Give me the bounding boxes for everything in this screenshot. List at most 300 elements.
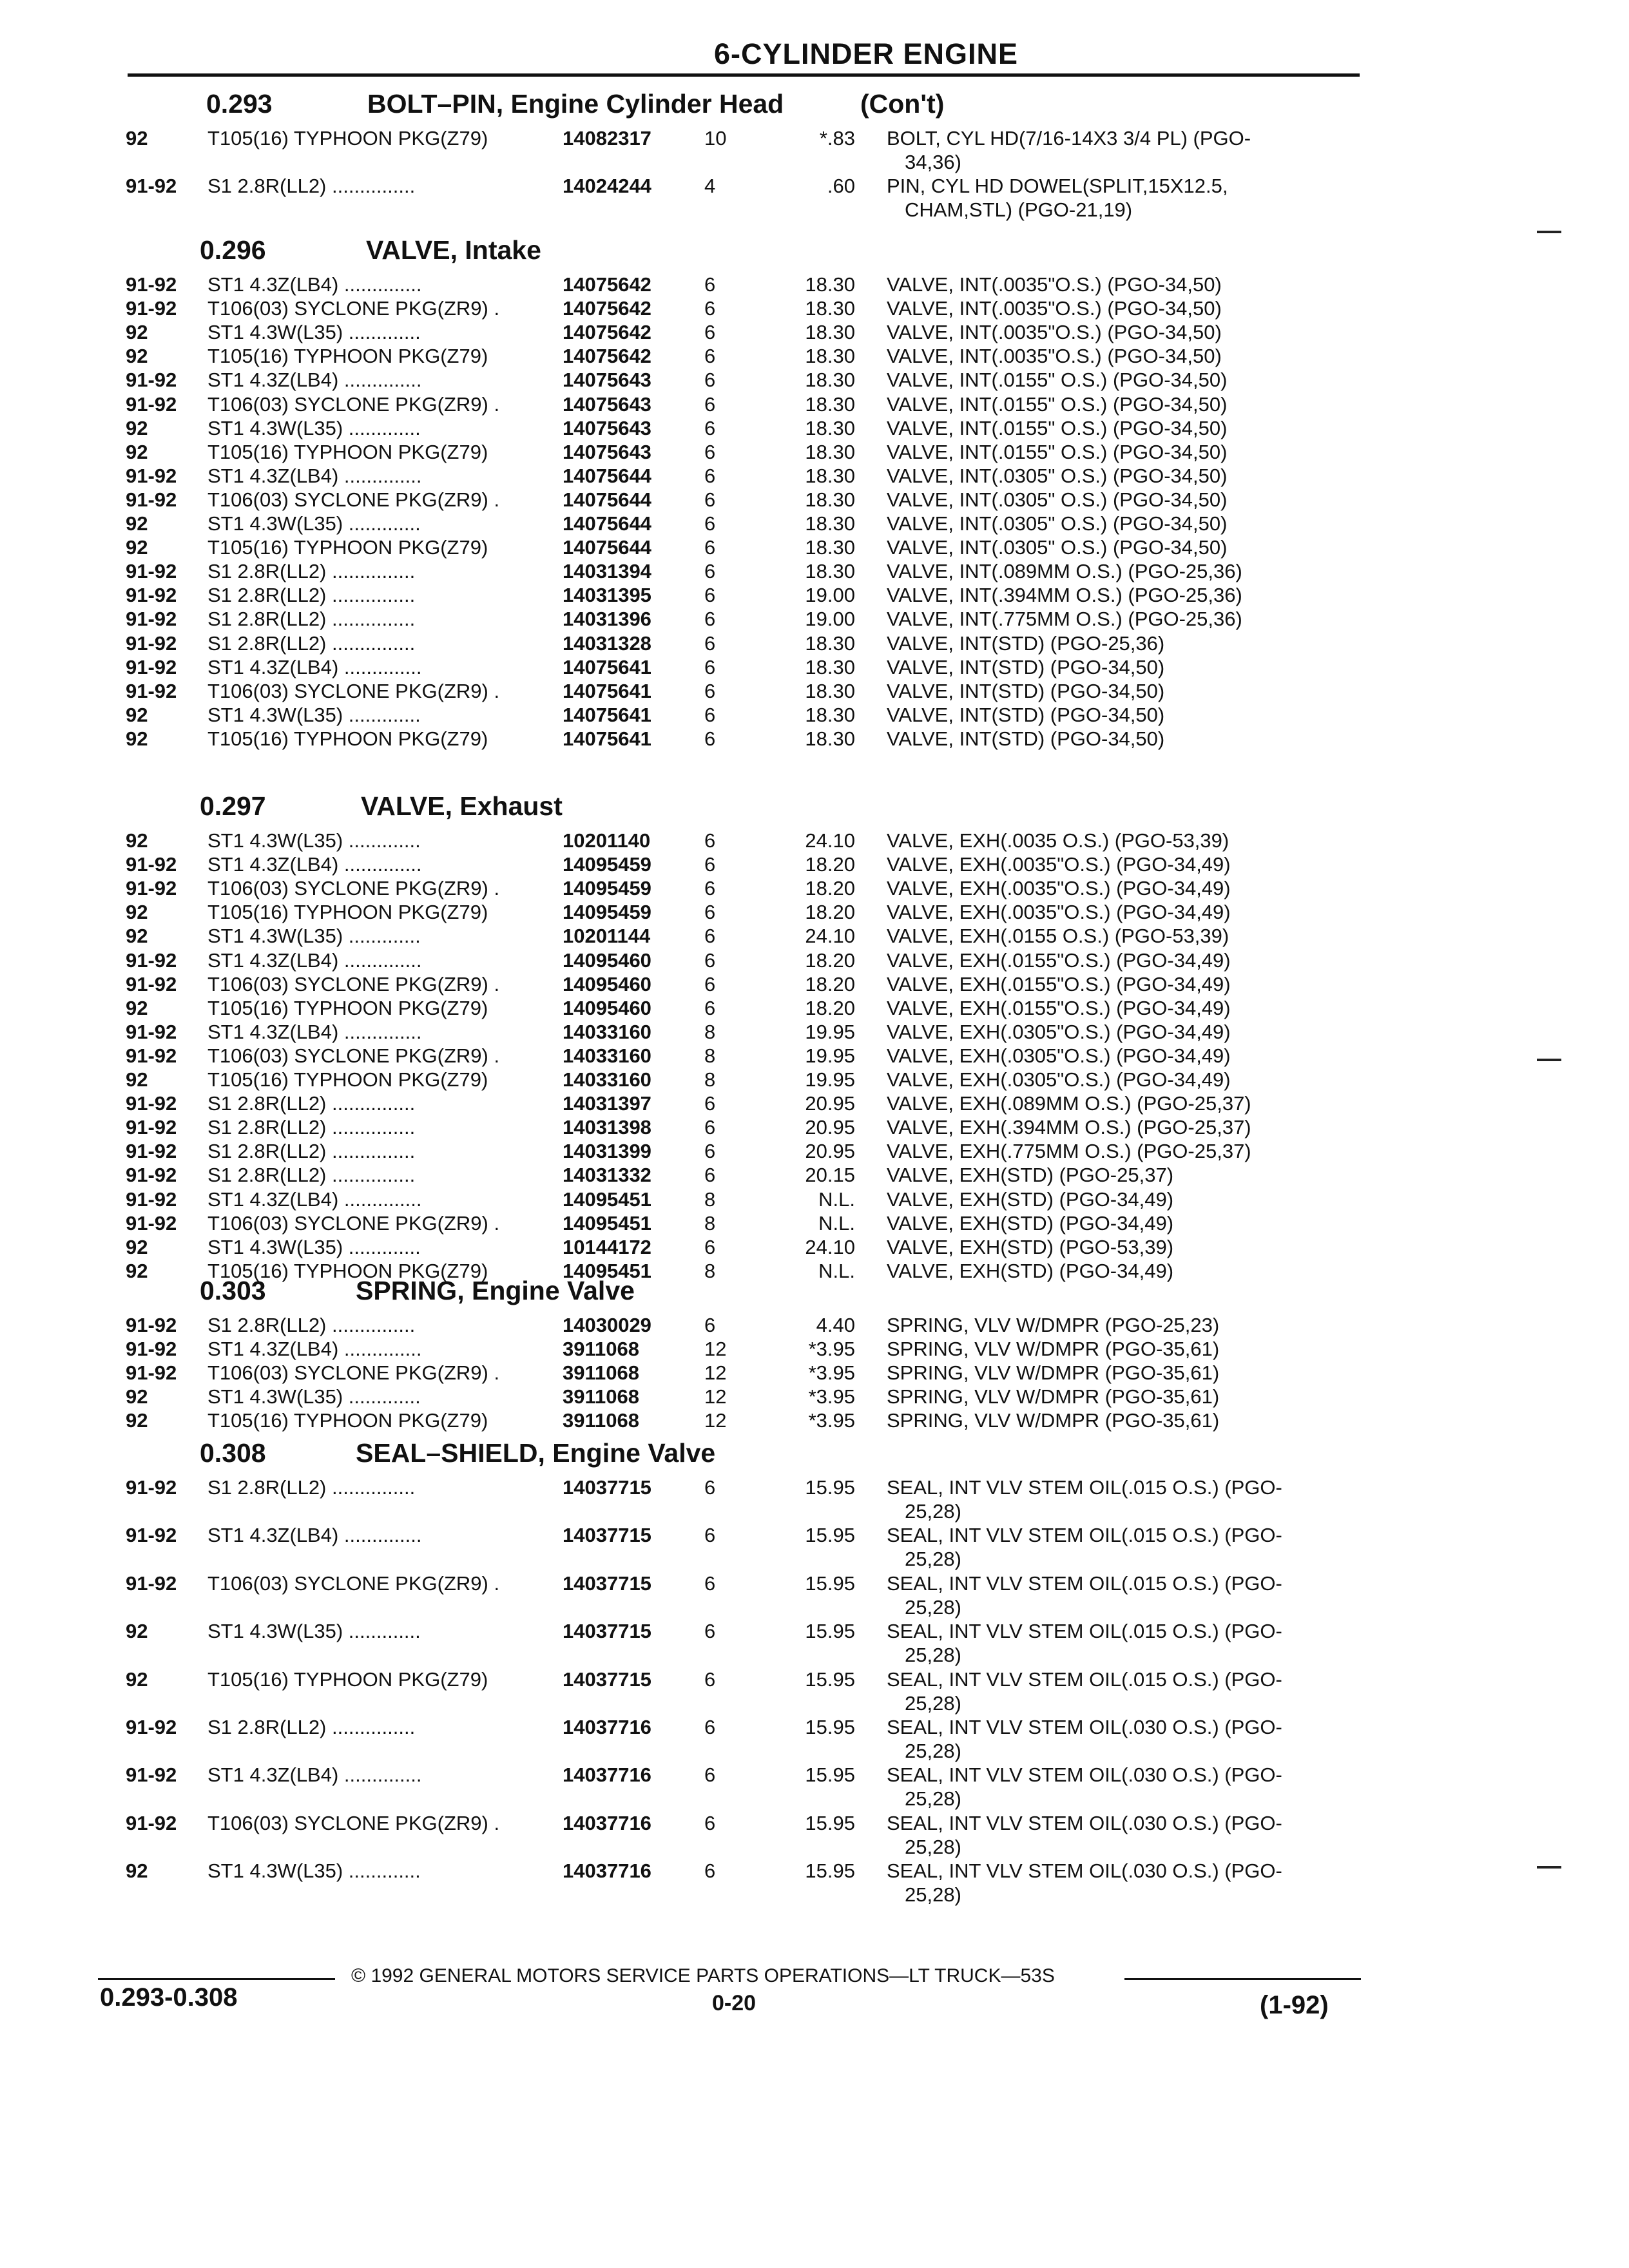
part-number-cell: 14031398 [563, 1116, 651, 1139]
price-cell: 15.95 [805, 1763, 855, 1787]
price-cell: 20.95 [805, 1092, 855, 1115]
model-cell: ST1 4.3Z(LB4) .............. [207, 1524, 422, 1547]
price-cell: 20.15 [805, 1164, 855, 1187]
year-cell: 91-92 [126, 297, 177, 320]
year-cell: 91-92 [126, 1092, 177, 1115]
part-number-cell: 14075642 [563, 273, 651, 296]
description-cell: VALVE, EXH(.0305"O.S.) (PGO-34,49) [887, 1044, 1231, 1067]
part-number-cell: 14095451 [563, 1187, 651, 1211]
part-number-cell: 14030029 [563, 1314, 651, 1336]
price-cell: 19.00 [805, 608, 855, 631]
section-number: 0.303 [200, 1276, 266, 1305]
year-cell: 91-92 [126, 1164, 177, 1187]
quantity-cell: 6 [704, 488, 716, 511]
model-cell: S1 2.8R(LL2) ............... [207, 1116, 416, 1139]
description-cell: VALVE, EXH(.0035 O.S.) (PGO-53,39) [887, 829, 1229, 852]
price-cell: 15.95 [805, 1476, 855, 1499]
quantity-cell: 6 [704, 1811, 716, 1834]
model-cell: ST1 4.3Z(LB4) .............. [207, 1187, 422, 1211]
price-cell: 18.30 [805, 727, 855, 750]
part-number-cell: 14075644 [563, 464, 651, 487]
year-cell: 91-92 [126, 608, 177, 631]
model-cell: T105(16) TYPHOON PKG(Z79) [207, 1068, 488, 1091]
description-cell: VALVE, INT(.0155" O.S.) (PGO-34,50) [887, 369, 1228, 392]
year-cell: 91-92 [126, 1116, 177, 1139]
quantity-cell: 6 [704, 536, 716, 559]
section-title: SEAL–SHIELD, Engine Valve [356, 1438, 716, 1468]
description-continuation: CHAM,STL) (PGO-21,19) [905, 198, 1133, 222]
price-cell: 15.95 [805, 1811, 855, 1834]
model-cell: S1 2.8R(LL2) ............... [207, 1716, 416, 1738]
year-cell: 91-92 [126, 1763, 177, 1787]
price-cell: 19.95 [805, 1020, 855, 1043]
year-cell: 91-92 [126, 273, 177, 296]
model-cell: S1 2.8R(LL2) ............... [207, 631, 416, 655]
price-cell: 24.10 [805, 1235, 855, 1258]
description-cell: VALVE, INT(.0155" O.S.) (PGO-34,50) [887, 440, 1228, 463]
description-continuation: 25,28) [905, 1691, 961, 1715]
section-number: 0.296 [200, 235, 266, 265]
price-cell: 18.30 [805, 655, 855, 678]
model-cell: ST1 4.3W(L35) ............. [207, 829, 421, 852]
model-cell: ST1 4.3Z(LB4) .............. [207, 369, 422, 392]
model-cell: S1 2.8R(LL2) ............... [207, 608, 416, 631]
price-cell: 15.95 [805, 1716, 855, 1738]
description-cell: VALVE, EXH(.394MM O.S.) (PGO-25,37) [887, 1116, 1251, 1139]
year-cell: 91-92 [126, 584, 177, 607]
part-number-cell: 14033160 [563, 1068, 651, 1091]
quantity-cell: 6 [704, 1164, 716, 1187]
footer-rule-left [98, 1978, 335, 1980]
quantity-cell: 6 [704, 996, 716, 1019]
price-cell: 18.30 [805, 536, 855, 559]
quantity-cell: 6 [704, 297, 716, 320]
year-cell: 91-92 [126, 1476, 177, 1499]
price-cell: 18.20 [805, 948, 855, 972]
part-number-cell: 14075644 [563, 512, 651, 535]
description-cell: VALVE, INT(.0305" O.S.) (PGO-34,50) [887, 512, 1228, 535]
part-number-cell: 14075642 [563, 321, 651, 344]
edge-mark [1537, 1059, 1561, 1061]
description-cell: VALVE, INT(.0035"O.S.) (PGO-34,50) [887, 273, 1222, 296]
model-cell: S1 2.8R(LL2) ............... [207, 1092, 416, 1115]
quantity-cell: 4 [704, 175, 716, 198]
quantity-cell: 6 [704, 853, 716, 876]
quantity-cell: 6 [704, 608, 716, 631]
price-cell: 18.30 [805, 392, 855, 416]
price-cell: 18.20 [805, 853, 855, 876]
part-number-cell: 10201140 [563, 829, 651, 852]
description-cell: VALVE, EXH(.0305"O.S.) (PGO-34,49) [887, 1068, 1231, 1091]
price-cell: 15.95 [805, 1667, 855, 1691]
quantity-cell: 6 [704, 1235, 716, 1258]
footer-page-number: 0-20 [712, 1991, 757, 2015]
footer-copyright: © 1992 GENERAL MOTORS SERVICE PARTS OPERATIONS—LT TRUCK—53S [351, 1965, 1055, 1986]
model-cell: ST1 4.3W(L35) ............. [207, 925, 421, 948]
quantity-cell: 6 [704, 273, 716, 296]
description-cell: VALVE, EXH(.0155"O.S.) (PGO-34,49) [887, 996, 1231, 1019]
year-cell: 92 [126, 416, 148, 439]
description-cell: VALVE, EXH(.0155 O.S.) (PGO-53,39) [887, 925, 1229, 948]
description-cell: VALVE, INT(.394MM O.S.) (PGO-25,36) [887, 584, 1242, 607]
part-number-cell: 14037715 [563, 1476, 651, 1499]
description-cell: SEAL, INT VLV STEM OIL(.015 O.S.) (PGO- [887, 1620, 1282, 1643]
price-cell: 19.00 [805, 584, 855, 607]
quantity-cell: 8 [704, 1211, 716, 1235]
year-cell: 91-92 [126, 1044, 177, 1067]
footer-date: (1-92) [1260, 1991, 1329, 2019]
quantity-cell: 6 [704, 1116, 716, 1139]
price-cell: N.L. [818, 1211, 855, 1235]
description-cell: VALVE, INT(.089MM O.S.) (PGO-25,36) [887, 560, 1242, 583]
part-number-cell: 14075641 [563, 679, 651, 702]
description-cell: VALVE, INT(.0035"O.S.) (PGO-34,50) [887, 321, 1222, 344]
price-cell: 18.30 [805, 464, 855, 487]
description-cell: SEAL, INT VLV STEM OIL(.015 O.S.) (PGO- [887, 1667, 1282, 1691]
section-header [0, 1276, 1629, 1308]
part-number-cell: 14075643 [563, 416, 651, 439]
model-cell: T106(03) SYCLONE PKG(ZR9) . [207, 488, 500, 511]
quantity-cell: 6 [704, 925, 716, 948]
quantity-cell: 6 [704, 345, 716, 368]
quantity-cell: 6 [704, 1620, 716, 1643]
model-cell: T106(03) SYCLONE PKG(ZR9) . [207, 392, 500, 416]
year-cell: 91-92 [126, 679, 177, 702]
model-cell: ST1 4.3W(L35) ............. [207, 512, 421, 535]
price-cell: 18.30 [805, 631, 855, 655]
part-number-cell: 14037715 [563, 1667, 651, 1691]
model-cell: T106(03) SYCLONE PKG(ZR9) . [207, 1044, 500, 1067]
model-cell: T105(16) TYPHOON PKG(Z79) [207, 127, 488, 149]
price-cell: 15.95 [805, 1860, 855, 1883]
price-cell: 18.30 [805, 297, 855, 320]
quantity-cell: 6 [704, 1667, 716, 1691]
part-number-cell: 14024244 [563, 175, 651, 198]
quantity-cell: 8 [704, 1044, 716, 1067]
model-cell: S1 2.8R(LL2) ............... [207, 175, 416, 198]
year-cell: 91-92 [126, 1524, 177, 1547]
model-cell: T106(03) SYCLONE PKG(ZR9) . [207, 1361, 500, 1385]
section-continued: (Con't) [860, 89, 945, 119]
model-cell: ST1 4.3Z(LB4) .............. [207, 273, 422, 296]
part-number-cell: 14037715 [563, 1524, 651, 1547]
year-cell: 92 [126, 1385, 148, 1408]
model-cell: T106(03) SYCLONE PKG(ZR9) . [207, 877, 500, 900]
section-title: SPRING, Engine Valve [356, 1276, 635, 1305]
price-cell: 24.10 [805, 829, 855, 852]
part-number-cell: 14095459 [563, 877, 651, 900]
part-number-cell: 14075642 [563, 345, 651, 368]
description-cell: VALVE, EXH(.775MM O.S.) (PGO-25,37) [887, 1140, 1251, 1163]
quantity-cell: 6 [704, 512, 716, 535]
quantity-cell: 6 [704, 1314, 716, 1336]
description-cell: VALVE, INT(STD) (PGO-34,50) [887, 703, 1165, 726]
description-continuation: 25,28) [905, 1595, 961, 1619]
part-number-cell: 14095460 [563, 996, 651, 1019]
model-cell: T105(16) TYPHOON PKG(Z79) [207, 727, 488, 750]
part-number-cell: 14075643 [563, 392, 651, 416]
year-cell: 91-92 [126, 175, 177, 198]
part-number-cell: 14031399 [563, 1140, 651, 1163]
part-number-cell: 14031397 [563, 1092, 651, 1115]
quantity-cell: 6 [704, 631, 716, 655]
price-cell: 18.30 [805, 273, 855, 296]
part-number-cell: 14033160 [563, 1044, 651, 1067]
price-cell: 18.30 [805, 345, 855, 368]
year-cell: 91-92 [126, 1211, 177, 1235]
part-number-cell: 14075642 [563, 297, 651, 320]
part-number-cell: 14031332 [563, 1164, 651, 1187]
part-number-cell: 14095451 [563, 1211, 651, 1235]
quantity-cell: 6 [704, 584, 716, 607]
year-cell: 91-92 [126, 631, 177, 655]
price-cell: 18.20 [805, 972, 855, 995]
description-cell: SPRING, VLV W/DMPR (PGO-35,61) [887, 1338, 1220, 1361]
part-number-cell: 14037715 [563, 1620, 651, 1643]
model-cell: ST1 4.3Z(LB4) .............. [207, 948, 422, 972]
price-cell: N.L. [818, 1259, 855, 1282]
section-number: 0.293 [206, 89, 273, 119]
quantity-cell: 6 [704, 440, 716, 463]
year-cell: 92 [126, 440, 148, 463]
model-cell: T105(16) TYPHOON PKG(Z79) [207, 536, 488, 559]
description-cell: VALVE, EXH(.089MM O.S.) (PGO-25,37) [887, 1092, 1251, 1115]
section-title: BOLT–PIN, Engine Cylinder Head [367, 89, 784, 119]
part-number-cell: 3911068 [563, 1409, 639, 1432]
model-cell: T105(16) TYPHOON PKG(Z79) [207, 996, 488, 1019]
quantity-cell: 6 [704, 901, 716, 924]
model-cell: ST1 4.3Z(LB4) .............. [207, 1763, 422, 1787]
description-cell: SEAL, INT VLV STEM OIL(.030 O.S.) (PGO- [887, 1763, 1282, 1787]
price-cell: 18.30 [805, 488, 855, 511]
quantity-cell: 12 [704, 1338, 727, 1361]
model-cell: T105(16) TYPHOON PKG(Z79) [207, 440, 488, 463]
description-continuation: 25,28) [905, 1883, 961, 1907]
quantity-cell: 6 [704, 1092, 716, 1115]
year-cell: 92 [126, 1620, 148, 1643]
model-cell: ST1 4.3W(L35) ............. [207, 416, 421, 439]
section-number: 0.308 [200, 1438, 266, 1468]
year-cell: 92 [126, 345, 148, 368]
model-cell: T105(16) TYPHOON PKG(Z79) [207, 345, 488, 368]
model-cell: T106(03) SYCLONE PKG(ZR9) . [207, 972, 500, 995]
year-cell: 91-92 [126, 1140, 177, 1163]
price-cell: *3.95 [808, 1385, 855, 1408]
year-cell: 91-92 [126, 1716, 177, 1738]
section-number: 0.297 [200, 791, 266, 821]
description-cell: VALVE, EXH(STD) (PGO-34,49) [887, 1211, 1174, 1235]
description-cell: SPRING, VLV W/DMPR (PGO-25,23) [887, 1314, 1220, 1336]
part-number-cell: 10144172 [563, 1235, 651, 1258]
description-cell: VALVE, INT(.0155" O.S.) (PGO-34,50) [887, 416, 1228, 439]
part-number-cell: 14095459 [563, 901, 651, 924]
description-cell: SEAL, INT VLV STEM OIL(.015 O.S.) (PGO- [887, 1571, 1282, 1595]
quantity-cell: 6 [704, 948, 716, 972]
year-cell: 92 [126, 996, 148, 1019]
model-cell: ST1 4.3W(L35) ............. [207, 703, 421, 726]
model-cell: S1 2.8R(LL2) ............... [207, 1140, 416, 1163]
year-cell: 92 [126, 727, 148, 750]
year-cell: 91-92 [126, 488, 177, 511]
description-cell: VALVE, EXH(.0155"O.S.) (PGO-34,49) [887, 948, 1231, 972]
description-continuation: 25,28) [905, 1787, 961, 1811]
year-cell: 91-92 [126, 1187, 177, 1211]
quantity-cell: 8 [704, 1259, 716, 1282]
description-cell: BOLT, CYL HD(7/16-14X3 3/4 PL) (PGO- [887, 127, 1251, 149]
price-cell: 18.30 [805, 416, 855, 439]
price-cell: 18.30 [805, 560, 855, 583]
part-number-cell: 14037716 [563, 1811, 651, 1834]
quantity-cell: 6 [704, 416, 716, 439]
price-cell: 18.20 [805, 901, 855, 924]
part-number-cell: 14031328 [563, 631, 651, 655]
model-cell: T105(16) TYPHOON PKG(Z79) [207, 901, 488, 924]
description-cell: VALVE, INT(.0155" O.S.) (PGO-34,50) [887, 392, 1228, 416]
model-cell: T106(03) SYCLONE PKG(ZR9) . [207, 679, 500, 702]
year-cell: 91-92 [126, 392, 177, 416]
quantity-cell: 6 [704, 829, 716, 852]
year-cell: 92 [126, 321, 148, 344]
part-number-cell: 3911068 [563, 1385, 639, 1408]
year-cell: 91-92 [126, 655, 177, 678]
section-title: VALVE, Exhaust [361, 791, 563, 821]
price-cell: 15.95 [805, 1571, 855, 1595]
description-cell: SEAL, INT VLV STEM OIL(.030 O.S.) (PGO- [887, 1811, 1282, 1834]
description-cell: VALVE, EXH(.0155"O.S.) (PGO-34,49) [887, 972, 1231, 995]
price-cell: 19.95 [805, 1044, 855, 1067]
price-cell: 24.10 [805, 925, 855, 948]
part-number-cell: 10201144 [563, 925, 651, 948]
description-cell: SEAL, INT VLV STEM OIL(.030 O.S.) (PGO- [887, 1716, 1282, 1738]
model-cell: ST1 4.3W(L35) ............. [207, 1235, 421, 1258]
price-cell: 18.30 [805, 512, 855, 535]
price-cell: *.83 [819, 127, 855, 149]
price-cell: *3.95 [808, 1361, 855, 1385]
part-number-cell: 14075641 [563, 655, 651, 678]
description-continuation: 25,28) [905, 1548, 961, 1571]
price-cell: 18.30 [805, 321, 855, 344]
model-cell: S1 2.8R(LL2) ............... [207, 1314, 416, 1336]
price-cell: 18.20 [805, 996, 855, 1019]
quantity-cell: 6 [704, 1524, 716, 1547]
description-cell: VALVE, EXH(STD) (PGO-53,39) [887, 1235, 1174, 1258]
part-number-cell: 14075644 [563, 536, 651, 559]
section-header [0, 1438, 1629, 1470]
description-cell: VALVE, INT(STD) (PGO-34,50) [887, 727, 1165, 750]
description-continuation: 25,28) [905, 1835, 961, 1858]
year-cell: 91-92 [126, 948, 177, 972]
quantity-cell: 6 [704, 1476, 716, 1499]
quantity-cell: 6 [704, 727, 716, 750]
description-cell: SEAL, INT VLV STEM OIL(.030 O.S.) (PGO- [887, 1860, 1282, 1883]
part-number-cell: 14075641 [563, 703, 651, 726]
section-header [0, 89, 1629, 121]
description-cell: VALVE, INT(.0305" O.S.) (PGO-34,50) [887, 488, 1228, 511]
quantity-cell: 12 [704, 1409, 727, 1432]
year-cell: 91-92 [126, 369, 177, 392]
description-cell: VALVE, INT(.0305" O.S.) (PGO-34,50) [887, 464, 1228, 487]
part-number-cell: 14095451 [563, 1259, 651, 1282]
part-number-cell: 14037716 [563, 1763, 651, 1787]
model-cell: ST1 4.3Z(LB4) .............. [207, 655, 422, 678]
quantity-cell: 6 [704, 1763, 716, 1787]
year-cell: 92 [126, 901, 148, 924]
price-cell: 18.30 [805, 440, 855, 463]
description-cell: SEAL, INT VLV STEM OIL(.015 O.S.) (PGO- [887, 1524, 1282, 1547]
description-cell: VALVE, INT(STD) (PGO-34,50) [887, 655, 1165, 678]
description-cell: VALVE, INT(.0035"O.S.) (PGO-34,50) [887, 345, 1222, 368]
description-cell: VALVE, EXH(.0035"O.S.) (PGO-34,49) [887, 877, 1231, 900]
year-cell: 92 [126, 1860, 148, 1883]
price-cell: 20.95 [805, 1116, 855, 1139]
description-cell: VALVE, EXH(STD) (PGO-34,49) [887, 1187, 1174, 1211]
model-cell: ST1 4.3Z(LB4) .............. [207, 1020, 422, 1043]
description-cell: VALVE, EXH(STD) (PGO-34,49) [887, 1259, 1174, 1282]
price-cell: 18.30 [805, 679, 855, 702]
part-number-cell: 14095459 [563, 853, 651, 876]
year-cell: 91-92 [126, 877, 177, 900]
description-continuation: 34,36) [905, 151, 961, 174]
part-number-cell: 14037715 [563, 1571, 651, 1595]
description-cell: SEAL, INT VLV STEM OIL(.015 O.S.) (PGO- [887, 1476, 1282, 1499]
quantity-cell: 6 [704, 1140, 716, 1163]
price-cell: *3.95 [808, 1338, 855, 1361]
model-cell: T106(03) SYCLONE PKG(ZR9) . [207, 1811, 500, 1834]
footer-rule-right [1124, 1978, 1361, 1980]
quantity-cell: 8 [704, 1068, 716, 1091]
quantity-cell: 8 [704, 1187, 716, 1211]
quantity-cell: 8 [704, 1020, 716, 1043]
quantity-cell: 6 [704, 321, 716, 344]
description-cell: SPRING, VLV W/DMPR (PGO-35,61) [887, 1361, 1220, 1385]
title-rule [128, 73, 1360, 77]
model-cell: T105(16) TYPHOON PKG(Z79) [207, 1667, 488, 1691]
description-cell: VALVE, EXH(.0305"O.S.) (PGO-34,49) [887, 1020, 1231, 1043]
quantity-cell: 6 [704, 877, 716, 900]
part-number-cell: 14095460 [563, 972, 651, 995]
model-cell: T106(03) SYCLONE PKG(ZR9) . [207, 297, 500, 320]
price-cell: 18.30 [805, 369, 855, 392]
quantity-cell: 6 [704, 972, 716, 995]
price-cell: .60 [827, 175, 855, 198]
section-header [0, 791, 1629, 823]
description-cell: VALVE, INT(.775MM O.S.) (PGO-25,36) [887, 608, 1242, 631]
year-cell: 91-92 [126, 853, 177, 876]
price-cell: 19.95 [805, 1068, 855, 1091]
year-cell: 91-92 [126, 1338, 177, 1361]
part-number-cell: 14075644 [563, 488, 651, 511]
quantity-cell: 10 [704, 127, 727, 149]
description-cell: VALVE, EXH(.0035"O.S.) (PGO-34,49) [887, 853, 1231, 876]
footer-range: 0.293-0.308 [100, 1983, 238, 2012]
edge-mark [1537, 231, 1561, 233]
model-cell: T105(16) TYPHOON PKG(Z79) [207, 1259, 488, 1282]
price-cell: 4.40 [816, 1314, 855, 1336]
year-cell: 91-92 [126, 1314, 177, 1336]
model-cell: ST1 4.3Z(LB4) .............. [207, 464, 422, 487]
model-cell: T106(03) SYCLONE PKG(ZR9) . [207, 1211, 500, 1235]
description-cell: VALVE, INT(STD) (PGO-25,36) [887, 631, 1165, 655]
quantity-cell: 6 [704, 560, 716, 583]
quantity-cell: 6 [704, 1716, 716, 1738]
price-cell: 18.30 [805, 703, 855, 726]
model-cell: T105(16) TYPHOON PKG(Z79) [207, 1409, 488, 1432]
quantity-cell: 6 [704, 655, 716, 678]
quantity-cell: 6 [704, 1860, 716, 1883]
part-number-cell: 14075643 [563, 440, 651, 463]
description-cell: VALVE, INT(STD) (PGO-34,50) [887, 679, 1165, 702]
price-cell: N.L. [818, 1187, 855, 1211]
